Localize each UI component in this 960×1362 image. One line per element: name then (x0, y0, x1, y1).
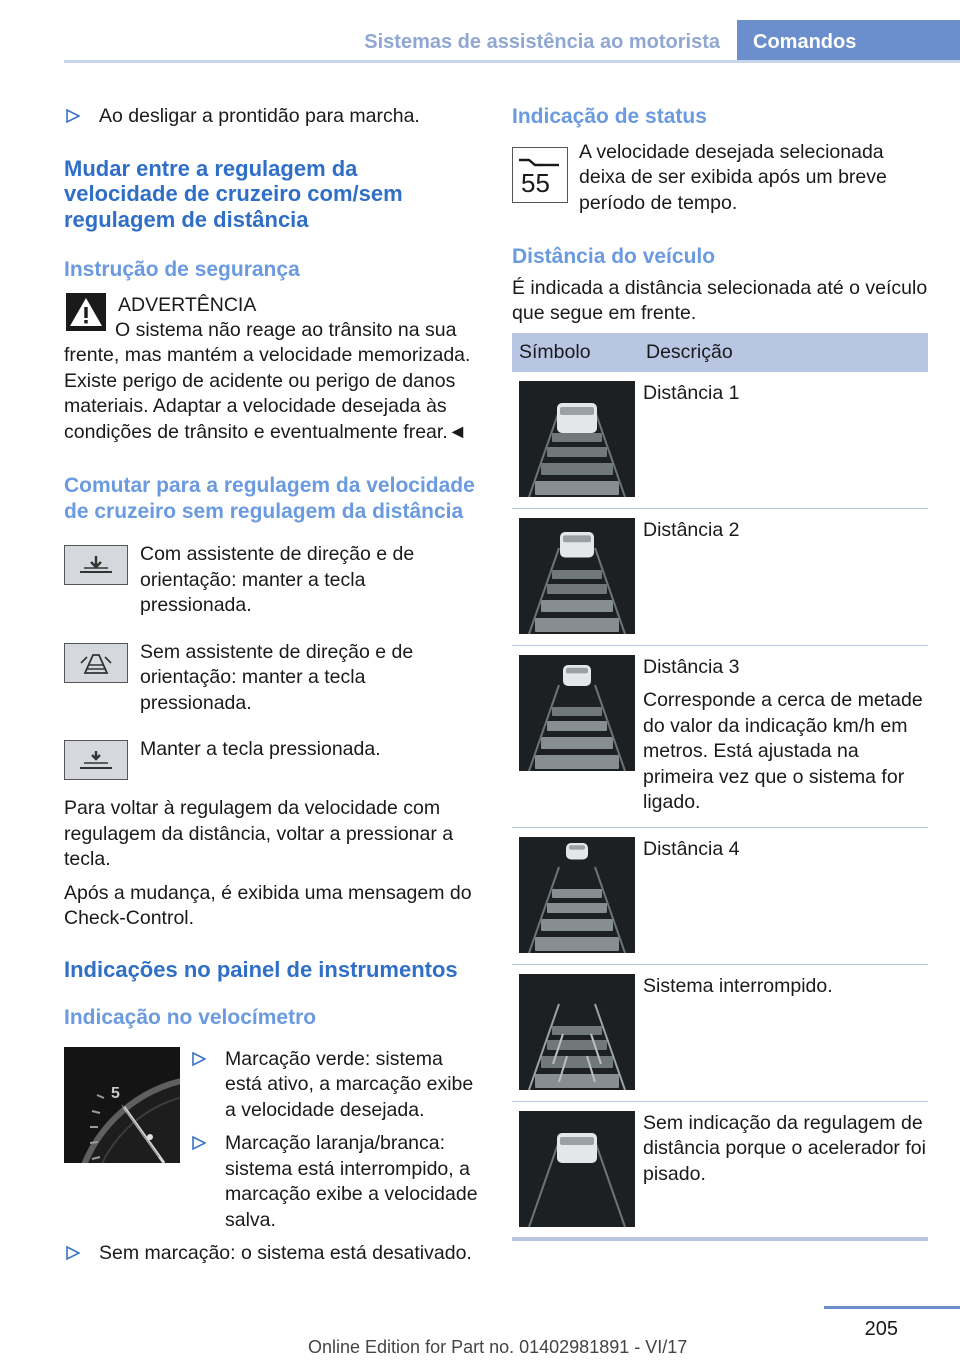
button-3-text: Manter a tecla pressionada. (140, 738, 381, 760)
button-row-2 (64, 640, 480, 717)
button-2-text: Sem assistente de direção e de orientação: manter a tecla pressionada. (140, 640, 414, 714)
warning-text: O sistema não reage ao trânsito na sua frente, mas mantém a velocidade memorizada. Existe perigo de acidente ou perigo de danos materiais. Adaptar a velocidade desejada às condições de trânsito e eventualmente frear.◄ (64, 318, 471, 443)
button-1-text: Com assistente de direção e de orientação: manter a tecla pressionada. (140, 543, 415, 616)
paragraph-back: Para voltar à regulagem da velocidade com regulagem da distância, voltar a pressionar a tecla. (64, 797, 454, 870)
distance-symbol-icon (519, 381, 635, 497)
speedo-bullet-orange (190, 1131, 480, 1233)
speedometer-numeral: 5 (111, 1084, 120, 1102)
header-tab: Comandos (737, 20, 960, 63)
right-column (512, 104, 928, 1239)
warning-icon (66, 293, 106, 331)
table-row (512, 508, 928, 645)
bullet-item (64, 104, 480, 130)
heading-speedometer: Indicação no velocímetro (64, 1006, 317, 1029)
paragraph-after: Após a mudança, é exibida uma mensagem do Check-Control. (64, 881, 472, 929)
speedometer-row (64, 1047, 480, 1234)
warning-block (64, 293, 480, 446)
heading-switch: Mudar entre a regulagem da velocidade de cruzeiro com/sem regulagem de distância (64, 155, 403, 232)
table-row (512, 1101, 928, 1238)
triangle-bullet-icon (192, 1049, 206, 1069)
distance-title: Distância 2 (643, 518, 740, 541)
heading-safety: Instrução de segurança (64, 258, 300, 281)
status-icon-value: 55 (521, 167, 550, 198)
table-end-rule (512, 1237, 928, 1241)
status-text: A velocidade desejada selecionada deixa de ser exibida após um breve período de tempo. (579, 140, 887, 214)
footer-edition: Online Edition for Part no. 01402981891 - VI/17 (308, 1337, 688, 1357)
button-row-3 (64, 737, 480, 780)
speedo-bullet-green (190, 1047, 480, 1124)
distance-title: Distância 1 (643, 381, 740, 404)
table-row (512, 964, 928, 1101)
distance-description: Corresponde a cerca de metade do valor da indicação km/h em metros. Está ajustada na primeira vez que o sistema for ligado. (643, 689, 923, 813)
triangle-bullet-icon (192, 1133, 206, 1153)
table-row (512, 645, 928, 827)
bullet-text: Ao desligar a prontidão para marcha. (99, 105, 420, 127)
distance-button-icon (64, 740, 128, 780)
heading-status: Indicação de status (512, 105, 707, 128)
table-row (512, 372, 928, 509)
cruise-assist-button-icon (64, 545, 128, 585)
distance-intro: É indicada a distância selecionada até o veículo que segue em frente. (512, 276, 928, 324)
distance-symbol-icon (519, 655, 635, 771)
table-row (512, 827, 928, 964)
footer-rule (824, 1306, 960, 1309)
triangle-bullet-icon (66, 1243, 80, 1263)
cruise-button-icon (64, 643, 128, 683)
bullet-text: Marcação verde: sistema está ativo, a marcação exibe a velocidade desejada. (225, 1047, 474, 1121)
heading-indications: Indicações no painel de instrumentos (64, 956, 458, 982)
header-divider (64, 60, 960, 63)
distance-symbol-icon (519, 837, 635, 953)
distance-symbol-icon (519, 1111, 635, 1227)
distance-symbol-icon (519, 518, 635, 634)
distance-title: Sem indicação da regulagem de distância porque o acelerador foi pisado. (643, 1111, 926, 1185)
table-header-description: Descrição (636, 333, 928, 372)
distance-title: Distância 4 (643, 837, 740, 860)
speed-status-icon (512, 147, 568, 203)
table-header-symbol: Símbolo (512, 333, 636, 372)
distance-title: Sistema interrompido. (643, 974, 833, 997)
bullet-text: Marcação laranja/branca: sistema está interrompido, a marcação exibe a velocidade salva. (225, 1132, 478, 1231)
status-row (512, 142, 928, 217)
heading-distance: Distância do veículo (512, 245, 716, 268)
bullet-text: Sem marcação: o sistema está desativado. (99, 1242, 472, 1264)
bullet-no-mark (64, 1241, 480, 1267)
distance-title: Distância 3 (643, 655, 740, 678)
page-number: 205 (864, 1318, 898, 1340)
distance-symbol-icon (519, 974, 635, 1090)
button-row-1 (64, 542, 480, 619)
heading-comutar: Comutar para a regulagem da velocidade de cruzeiro sem regulagem da distância (64, 474, 475, 523)
warning-label: ADVERTÊNCIA (118, 293, 257, 316)
distance-table (512, 333, 928, 1239)
header-section-title: Sistemas de assistência ao motorista (364, 31, 720, 53)
left-column (64, 104, 480, 1267)
triangle-bullet-icon (66, 106, 80, 126)
speedometer-image (64, 1047, 180, 1163)
